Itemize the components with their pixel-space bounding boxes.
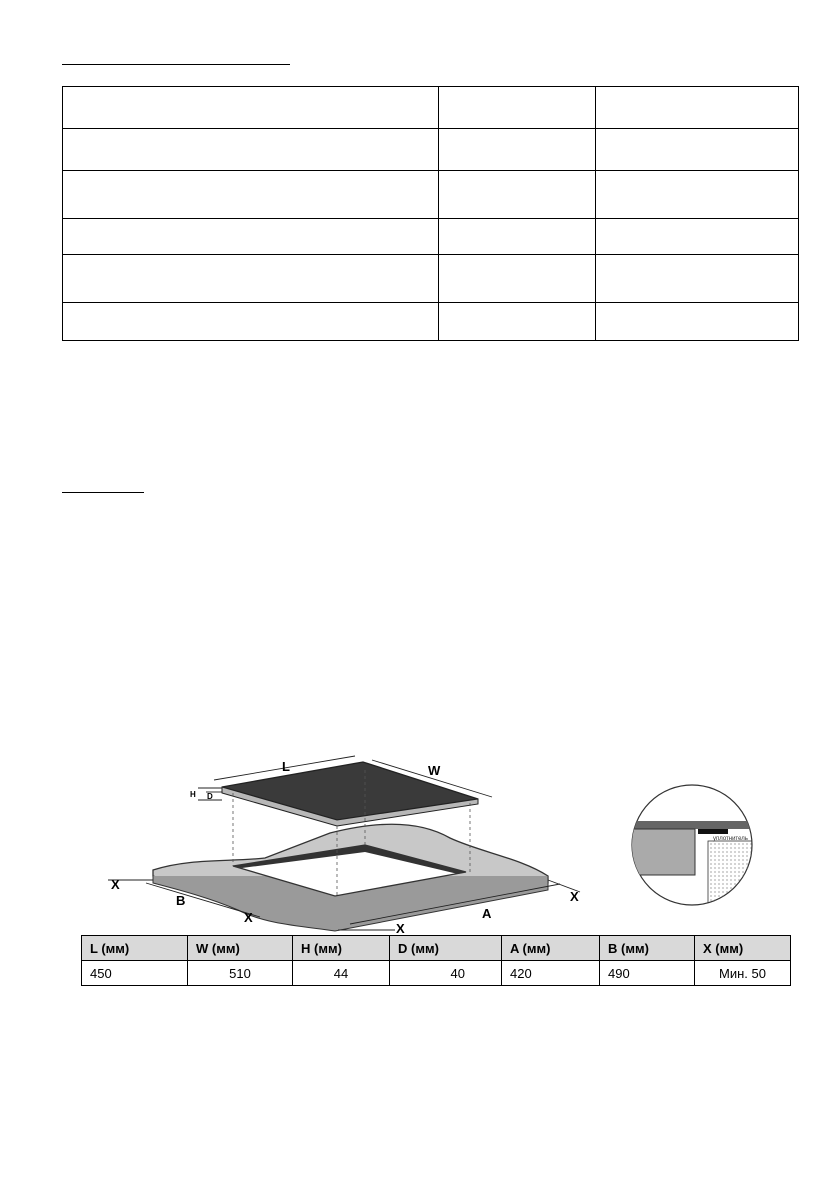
header-l: L (мм) bbox=[82, 936, 188, 961]
specifications-table bbox=[62, 86, 799, 341]
table-row bbox=[63, 129, 799, 171]
value-d: 40 bbox=[390, 961, 502, 986]
section-heading-rule-2 bbox=[62, 492, 144, 493]
label-h: H bbox=[190, 790, 196, 799]
label-l: L bbox=[282, 759, 290, 774]
seal-detail-diagram bbox=[630, 783, 755, 908]
value-x: Мин. 50 bbox=[695, 961, 791, 986]
value-b: 490 bbox=[600, 961, 695, 986]
label-w: W bbox=[428, 763, 441, 778]
label-b: B bbox=[176, 893, 186, 908]
label-x-right: X bbox=[570, 889, 579, 904]
table-row bbox=[63, 255, 799, 303]
table-header-row bbox=[82, 936, 791, 961]
header-d: D (мм) bbox=[390, 936, 502, 961]
value-a: 420 bbox=[502, 961, 600, 986]
header-b: B (мм) bbox=[600, 936, 695, 961]
label-x-bottom-left: X bbox=[244, 910, 253, 925]
header-h: H (мм) bbox=[293, 936, 390, 961]
header-x: X (мм) bbox=[695, 936, 791, 961]
label-a: A bbox=[482, 906, 492, 921]
table-row bbox=[82, 961, 791, 986]
table-row bbox=[63, 171, 799, 219]
installation-diagram bbox=[0, 740, 600, 935]
value-l: 450 bbox=[82, 961, 188, 986]
label-d: D bbox=[207, 792, 213, 801]
label-x-bottom: X bbox=[396, 921, 405, 935]
table-row bbox=[63, 219, 799, 255]
header-a: A (мм) bbox=[502, 936, 600, 961]
section-heading-rule-1 bbox=[62, 64, 290, 65]
label-x-left: X bbox=[111, 877, 120, 892]
dimensions-table bbox=[81, 935, 791, 986]
table-row bbox=[63, 87, 799, 129]
value-h: 44 bbox=[293, 961, 390, 986]
header-w: W (мм) bbox=[188, 936, 293, 961]
value-w: 510 bbox=[188, 961, 293, 986]
seal-label: уплотнитель bbox=[713, 836, 748, 842]
table-row bbox=[63, 303, 799, 341]
